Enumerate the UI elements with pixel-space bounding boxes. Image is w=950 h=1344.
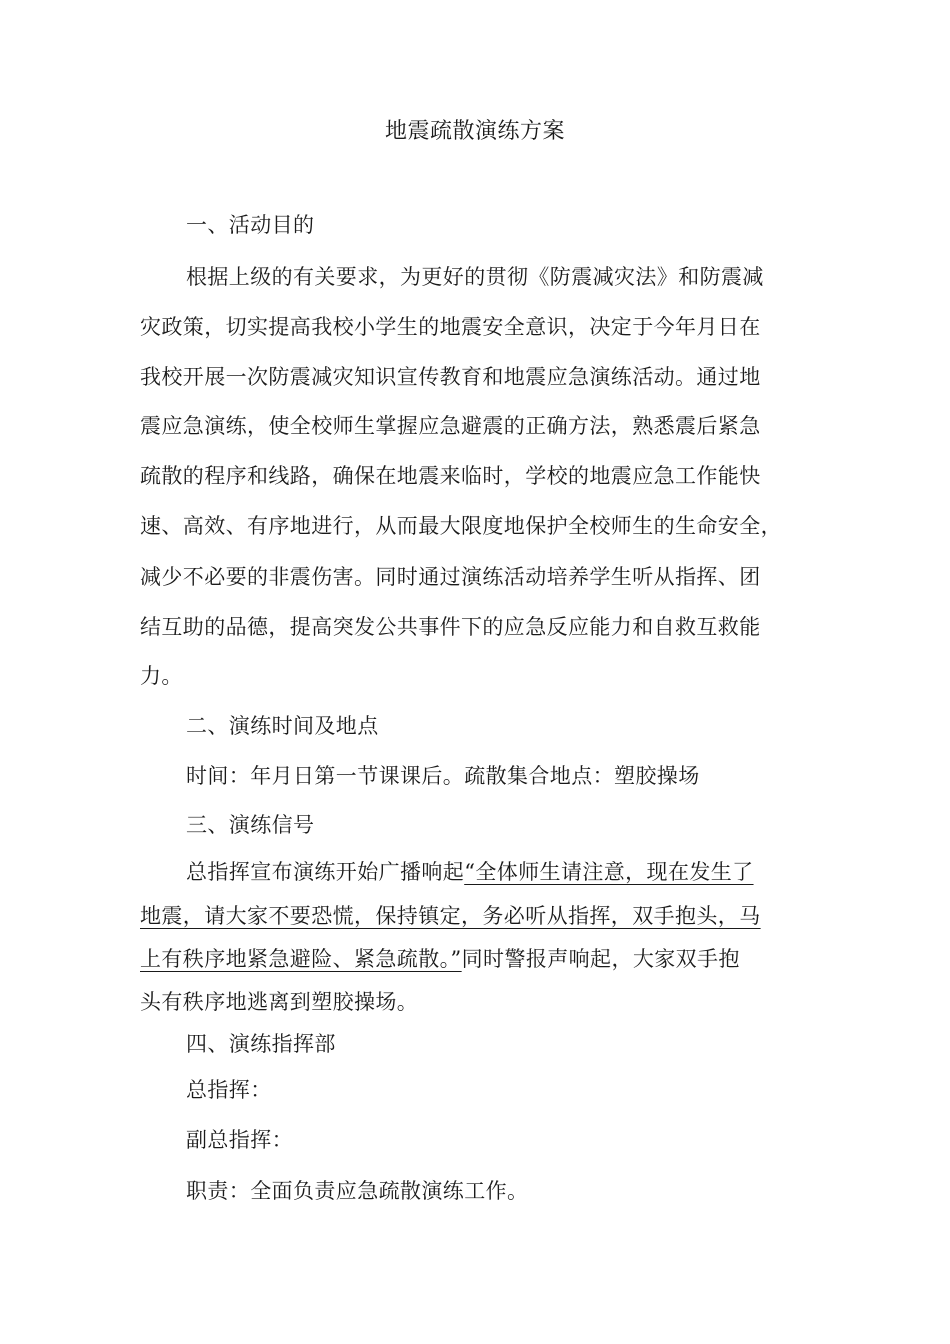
section4-heading: 四、演练指挥部 bbox=[186, 1032, 336, 1056]
section3-line-1 bbox=[186, 856, 754, 886]
section3-line-2 bbox=[140, 900, 761, 930]
section1-line-2: 灾政策，切实提高我校小学生的地震安全意识，决定于今年月日在 bbox=[140, 315, 761, 339]
section3-line-3-text: 同时警报声响起，大家双手抱 bbox=[461, 947, 740, 971]
section1-line-7: 减少不必要的非震伤害。同时通过演练活动培养学生听从指挥、团 bbox=[140, 565, 761, 589]
duty-text: 职责：全面负责应急疏散演练工作。 bbox=[186, 1179, 529, 1203]
section1-line-1: 根据上级的有关要求，为更好的贯彻《防震减灾法》和防震减 bbox=[186, 265, 764, 289]
section1-heading: 一、活动目的 bbox=[186, 213, 315, 237]
section1-line-8: 结互助的品德，提高突发公共事件下的应急反应能力和自救互救能 bbox=[140, 615, 761, 639]
section1-line-5: 疏散的程序和线路，确保在地震来临时，学校的地震应急工作能快 bbox=[140, 464, 761, 488]
section2-time-location: 时间：年月日第一节课课后。疏散集合地点：塑胶操场 bbox=[186, 764, 700, 788]
section1-line-3: 我校开展一次防震减灾知识宣传教育和地震应急演练活动。通过地 bbox=[140, 365, 761, 389]
section3-heading: 三、演练信号 bbox=[186, 813, 315, 837]
broadcast-quote-part-3: 上有秩序地紧急避险、紧急疏散。” bbox=[140, 947, 462, 971]
section3-line-3 bbox=[140, 943, 740, 973]
section3-line-1-text: 总指挥宣布演练开始广播响起 bbox=[186, 860, 465, 884]
broadcast-quote-part-1: “全体师生请注意，现在发生了 bbox=[464, 860, 754, 884]
section2-heading: 二、演练时间及地点 bbox=[186, 714, 379, 738]
section1-line-6: 速、高效、有序地进行，从而最大限度地保护全校师生的生命安全， bbox=[140, 514, 782, 538]
commander-label: 总指挥： bbox=[186, 1078, 272, 1102]
document-title: 地震疏散演练方案 bbox=[384, 119, 565, 144]
broadcast-quote-part-2: 地震，请大家不要恐慌，保持镇定，务必听从指挥，双手抱头，马 bbox=[140, 904, 761, 928]
section1-line-9: 力。 bbox=[140, 664, 183, 688]
section1-line-4: 震应急演练，使全校师生掌握应急避震的正确方法，熟悉震后紧急 bbox=[140, 414, 761, 438]
section3-line-4: 头有秩序地逃离到塑胶操场。 bbox=[140, 990, 419, 1014]
deputy-commander-label: 副总指挥： bbox=[186, 1128, 293, 1152]
